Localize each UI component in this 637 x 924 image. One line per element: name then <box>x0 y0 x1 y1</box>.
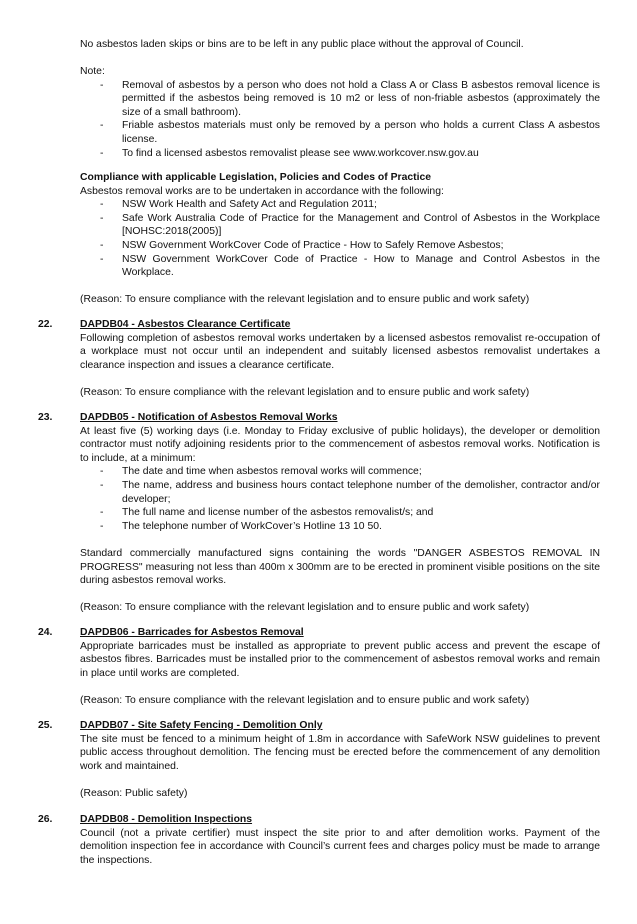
section-body: At least five (5) working days (i.e. Monday to Friday exclusive of public holidays), the developer or demolition contractor must notify adjoining residents prior to the commencement of asbestos removal works. Notification is to include, at a minimum: <box>80 425 600 464</box>
section-23 <box>80 411 600 615</box>
compliance-item: - NSW Government WorkCover Code of Practice - How to Manage and Control Asbestos in the Workplace. <box>80 253 600 280</box>
note-label: Note: <box>80 66 105 77</box>
section-number: 24. <box>38 627 53 638</box>
section-number: 23. <box>38 412 53 423</box>
reason-text: (Reason: To ensure compliance with the relevant legislation and to ensure public and work safety) <box>80 386 530 398</box>
compliance-item: - NSW Government WorkCover Code of Practice - How to Safely Remove Asbestos; <box>80 239 600 253</box>
section-number: 26. <box>38 814 53 825</box>
section-title: DAPDB06 - Barricades for Asbestos Removal <box>80 627 304 638</box>
note-list <box>80 79 600 161</box>
compliance-lead: Asbestos removal works are to be undertaken in accordance with the following: <box>80 185 444 197</box>
compliance-item: - NSW Work Health and Safety Act and Regulation 2011; <box>80 198 600 212</box>
section-body: Council (not a private certifier) must inspect the site prior to and after demolition works. Payment of the demolition inspection fee in accordance with Council’s current fees and charges policy must be made to arrange the inspections. <box>80 827 600 866</box>
section-24 <box>80 626 600 708</box>
section-26 <box>80 813 600 867</box>
section-25 <box>80 719 600 801</box>
section-title: DAPDB04 - Asbestos Clearance Certificate <box>80 319 291 330</box>
note-item: - Friable asbestos materials must only be removed by a person who holds a current Class A asbestos license. <box>80 119 600 146</box>
section-title: DAPDB05 - Notification of Asbestos Removal Works <box>80 412 338 423</box>
note-item: - To find a licensed asbestos removalist please see www.workcover.nsw.gov.au <box>80 147 600 161</box>
notification-item: - The full name and license number of the asbestos removalist/s; and <box>80 506 600 520</box>
section-number: 22. <box>38 319 53 330</box>
section-body: Appropriate barricades must be installed as appropriate to prevent public access and prevent the escape of asbestos fibres. Barricades must be installed prior to the commencement of asbestos removal works and remain in place until works are completed. <box>80 640 600 679</box>
compliance-list <box>80 198 600 280</box>
notification-item: - The date and time when asbestos removal works will commence; <box>80 465 600 479</box>
notification-list <box>80 465 600 533</box>
reason-text: (Reason: To ensure compliance with the relevant legislation and to ensure public and work safety) <box>80 694 530 706</box>
section-body: Following completion of asbestos removal works undertaken by a licensed asbestos removalist re-occupation of a workplace must not occur until an independent and suitably licensed asbestos removalist undertakes a clearance inspection and issues a clearance certificate. <box>80 332 600 371</box>
intro-paragraph: No asbestos laden skips or bins are to be left in any public place without the approval of Council. <box>80 39 524 50</box>
section-number: 25. <box>38 720 53 731</box>
reason-text: (Reason: To ensure compliance with the relevant legislation and to ensure public and work safety) <box>80 602 530 614</box>
compliance-heading: Compliance with applicable Legislation, Policies and Codes of Practice <box>80 172 432 183</box>
section-22 <box>80 318 600 400</box>
intro-block <box>80 38 600 52</box>
section-body: The site must be fenced to a minimum height of 1.8m in accordance with SafeWork NSW guidelines to prevent public access throughout demolition. The fencing must be erected before the commencement of any demolition work and maintained. <box>80 733 600 772</box>
reason-text: (Reason: Public safety) <box>80 787 188 799</box>
section-title: DAPDB08 - Demolition Inspections <box>80 814 253 825</box>
notification-item: - The telephone number of WorkCover’s Hotline 13 10 50. <box>80 520 600 534</box>
compliance-block <box>80 171 600 307</box>
note-item: - Removal of asbestos by a person who does not hold a Class A or Class B asbestos removal licence is permitted if the asbestos being removed is 10 m2 or less of non-friable asbestos (approximately the size of a small bathroom). <box>80 79 600 120</box>
signage-paragraph: Standard commercially manufactured signs containing the words "DANGER ASBESTOS REMOVAL IN PROGRESS" measuring not less than 400m x 300mm are to be erected in prominent visible positions on the site during asbestos removal works. <box>80 547 600 587</box>
section-title: DAPDB07 - Site Safety Fencing - Demolition Only <box>80 720 323 731</box>
compliance-item: - Safe Work Australia Code of Practice for the Management and Control of Asbestos in the Workplace [NOHSC:2018(2005)] <box>80 212 600 239</box>
note-block <box>80 65 600 160</box>
reason-text: (Reason: To ensure compliance with the relevant legislation and to ensure public and work safety) <box>80 294 530 306</box>
notification-item: - The name, address and business hours contact telephone number of the demolisher, contractor and/or developer; <box>80 479 600 506</box>
